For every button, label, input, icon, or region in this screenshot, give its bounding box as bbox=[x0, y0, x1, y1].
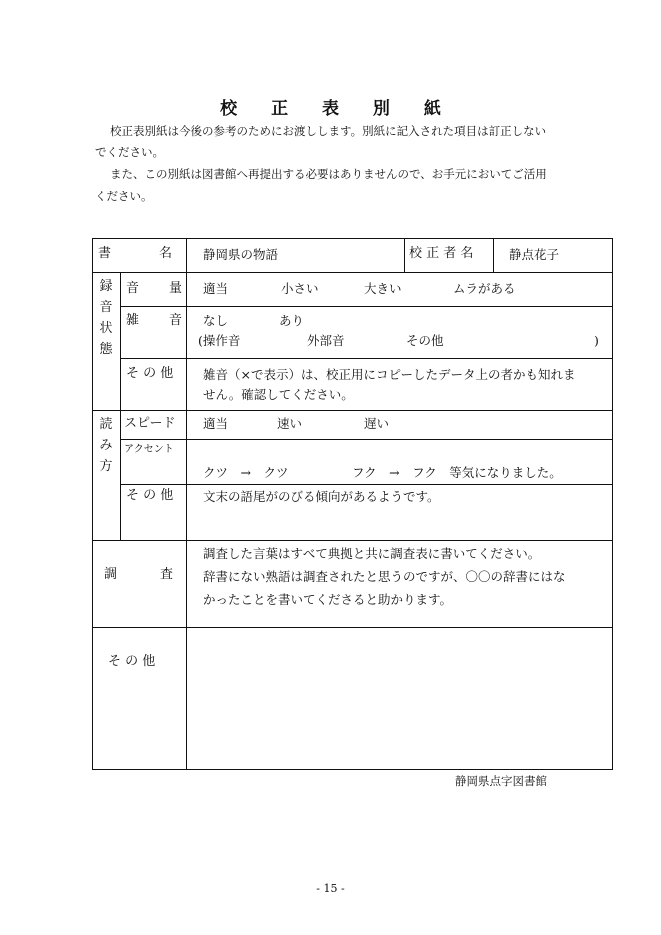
rule-section-column bbox=[120, 272, 121, 540]
rule-reading-bottom bbox=[92, 540, 613, 541]
volume-option: 小さい bbox=[281, 281, 319, 296]
rule-volume-bottom bbox=[120, 306, 613, 307]
volume-label-2: 量 bbox=[169, 281, 183, 296]
rule-proofreader-right bbox=[493, 238, 494, 272]
intro-line-2: でください。 bbox=[95, 145, 164, 159]
proofreader-value: 静点花子 bbox=[509, 247, 560, 262]
recording-other-text-2: せん。確認してください。 bbox=[203, 387, 354, 402]
research-text-1: 調査した言葉はすべて典拠と共に調査表に書いてください。 bbox=[203, 546, 541, 561]
speed-option: 速い bbox=[277, 416, 303, 431]
research-text-3: かったことを書いてくださると助かります。 bbox=[203, 592, 453, 607]
library-name: 静岡県点字図書館 bbox=[455, 774, 547, 788]
speed-option: 遅い bbox=[364, 416, 390, 431]
volume-option: 適当 bbox=[203, 281, 229, 296]
volume-label-1: 音 bbox=[126, 281, 140, 296]
rule-speed-bottom bbox=[120, 439, 613, 440]
rule-recording-bottom bbox=[92, 410, 613, 411]
speed-label: スピード bbox=[124, 416, 176, 431]
page-title: 校 正 表 別 紙 bbox=[220, 99, 455, 119]
book-name-label-2: 名 bbox=[159, 246, 173, 261]
rule-header-bottom bbox=[92, 272, 613, 273]
rule-noise-bottom bbox=[120, 358, 613, 359]
intro-line-4: ください。 bbox=[95, 189, 153, 203]
rule-proofreader-left bbox=[404, 238, 405, 272]
accent-text-1: クツ → クツ bbox=[203, 465, 289, 480]
noise-sub-other: その他 bbox=[406, 333, 444, 348]
volume-option: ムラがある bbox=[453, 281, 516, 296]
book-name-label-1: 書 bbox=[98, 246, 112, 261]
noise-option: なし bbox=[203, 313, 229, 328]
intro-line-1: 校正表別紙は今後の参考のためにお渡しします。別紙に記入された項目は訂正しない bbox=[110, 124, 547, 138]
noise-sub-outside: 外部音 bbox=[307, 333, 345, 348]
rule-label-column bbox=[186, 238, 187, 770]
recording-other-label: そ の 他 bbox=[126, 366, 174, 381]
proofreader-label: 校 正 者 名 bbox=[409, 246, 474, 261]
speed-option: 適当 bbox=[203, 416, 229, 431]
accent-text-2: フク → フク 等気になりました。 bbox=[352, 465, 562, 480]
research-label-2: 査 bbox=[160, 567, 174, 582]
noise-sub-close: ) bbox=[594, 333, 599, 348]
book-name-value: 静岡県の物語 bbox=[203, 247, 279, 262]
recording-other-text-1: 雑音（×で表示）は、校正用にコピーしたデータ上の者かも知れま bbox=[203, 367, 576, 382]
reading-other-label: そ の 他 bbox=[126, 488, 174, 503]
intro-line-3: また、この別紙は図書館へ再提出する必要はありませんので、お手元においてご活用 bbox=[110, 167, 547, 181]
rule-accent-bottom bbox=[120, 484, 613, 485]
noise-option: あり bbox=[279, 313, 305, 328]
reading-section-label: 読 み 方 bbox=[99, 417, 113, 474]
research-text-2: 辞書にない熟語は調査されたと思うのですが、〇〇の辞書にはな bbox=[203, 569, 566, 584]
rule-research-bottom bbox=[92, 627, 613, 628]
accent-label: アクセント bbox=[124, 444, 174, 455]
reading-other-text: 文末の語尾がのびる傾向があるようです。 bbox=[203, 489, 440, 504]
misc-label: そ の 他 bbox=[108, 654, 156, 669]
volume-option: 大きい bbox=[364, 281, 402, 296]
noise-label-2: 音 bbox=[169, 313, 183, 328]
recording-state-section-label: 録 音 状 態 bbox=[99, 279, 113, 357]
noise-sub-operation: (操作音 bbox=[198, 333, 241, 348]
noise-label-1: 雑 bbox=[126, 313, 140, 328]
research-label-1: 調 bbox=[104, 567, 118, 582]
page-number: - 15 - bbox=[316, 882, 345, 895]
